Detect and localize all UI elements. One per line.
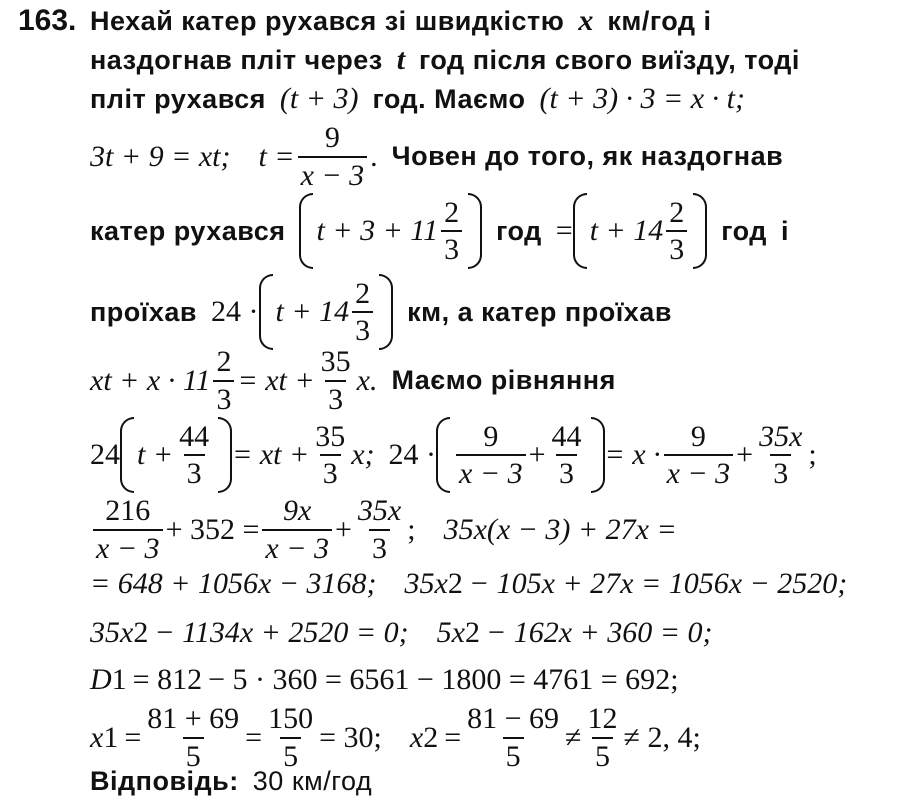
answer-line [90, 766, 372, 797]
text-line-1 [90, 4, 712, 38]
answer-label: Відповідь: [90, 766, 239, 796]
left-paren [573, 193, 587, 269]
line-2-text-b: год після свого виїзду, тоді [419, 44, 800, 75]
text-line-3 [90, 82, 745, 116]
right-paren [379, 274, 393, 350]
line-3-text-b: год. Маємо [372, 83, 526, 114]
line-6-text-b: км, а катер проїхав [407, 296, 672, 327]
fraction-9-over-x-3: $\frac{9}{x - 3}$ [298, 122, 368, 191]
paren-group-2: t + 14 $\frac{2}{3}$ [573, 193, 708, 269]
math-line-6: проїхав 24 · t + 14 $\frac{2}{3}$ км, а катер проїхав [90, 274, 672, 350]
math-line-5: катер рухався t + 3 + 11 $\frac{2}{3}$ год = t + 14 $\frac{2}{3}$ год і [90, 193, 789, 269]
line-1-unit: км/год і [607, 5, 712, 36]
line-7-text: Маємо рівняння [391, 365, 616, 395]
right-paren [218, 417, 232, 493]
left-paren [120, 417, 134, 493]
problem-number: 163. [18, 4, 77, 37]
paren-group-3: t + 14 $\frac{2}{3}$ [259, 274, 394, 350]
line-5-text-a: катер рухався [90, 215, 286, 246]
line-3-text-a: пліт рухався [90, 83, 266, 114]
left-paren [259, 274, 273, 350]
left-paren [436, 417, 450, 493]
math-line-12: D 1 = 81 2 − 5 · 360 = 6561 − 1800 = 4761 = 69 2 ; [90, 663, 679, 696]
left-paren [299, 193, 313, 269]
math-line-8: 24 t + $\frac{44}{3}$ = xt + $\frac{35}{3}$ x; 24 · $\frac{9}{x - 3}$ + $\frac{44}{3}$ = x · $\frac{9}{x - 3}$ + $\frac{35x}{3}$ ; [90, 417, 817, 493]
equation-3: (t + 3) · 3 = x · t; [539, 82, 745, 115]
right-paren [591, 417, 605, 493]
math-line-4: 3t + 9 = xt; t = $\frac{9}{x - 3}$ . Човен до того, як наздогнав [90, 121, 784, 192]
expr-t-plus-3: (t + 3) [279, 82, 359, 115]
line-1-text: Нехай катер рухався зі швидкістю [90, 5, 565, 36]
var-x: x [578, 4, 594, 37]
math-line-10: = 648 + 1056x − 3168; 35x 2 − 105x + 27x = 1056x − 2520; [90, 567, 848, 600]
paren-group-1: t + 3 + 11 $\frac{2}{3}$ [299, 193, 482, 269]
var-t: t [396, 43, 406, 76]
right-paren [693, 193, 707, 269]
answer-value: 30 км/год [252, 766, 373, 796]
right-paren [468, 193, 482, 269]
math-line-11: 35x 2 − 1134x + 2520 = 0; 5x 2 − 162x + 360 = 0; [90, 616, 713, 649]
line-4-text: Човен до того, як наздогнав [391, 141, 784, 171]
text-line-2 [90, 43, 800, 77]
line-2-text-a: наздогнав пліт через [90, 44, 383, 75]
t-equals: t = [258, 139, 295, 173]
math-line-9: $\frac{216}{x - 3}$ + 352 = $\frac{9x}{x - 3}$ + $\frac{35x}{3}$ ; 35x(x − 3) + 27x = [90, 495, 677, 564]
math-line-7: xt + x · 11 $\frac{2}{3}$ = xt + $\frac{35}{3}$ x. Маємо рівняння [90, 345, 616, 416]
math-line-13: x 1 = $\frac{81 + 69}{5}$ = $\frac{150}{5}$ = 30; x 2 = $\frac{81 - 69}{5}$ ≠ $\frac{12}{5}$ ≠ 2, 4; [90, 702, 701, 773]
line-6-text-a: проїхав [90, 296, 198, 327]
equation-4a: 3t + 9 = xt; [90, 139, 231, 173]
